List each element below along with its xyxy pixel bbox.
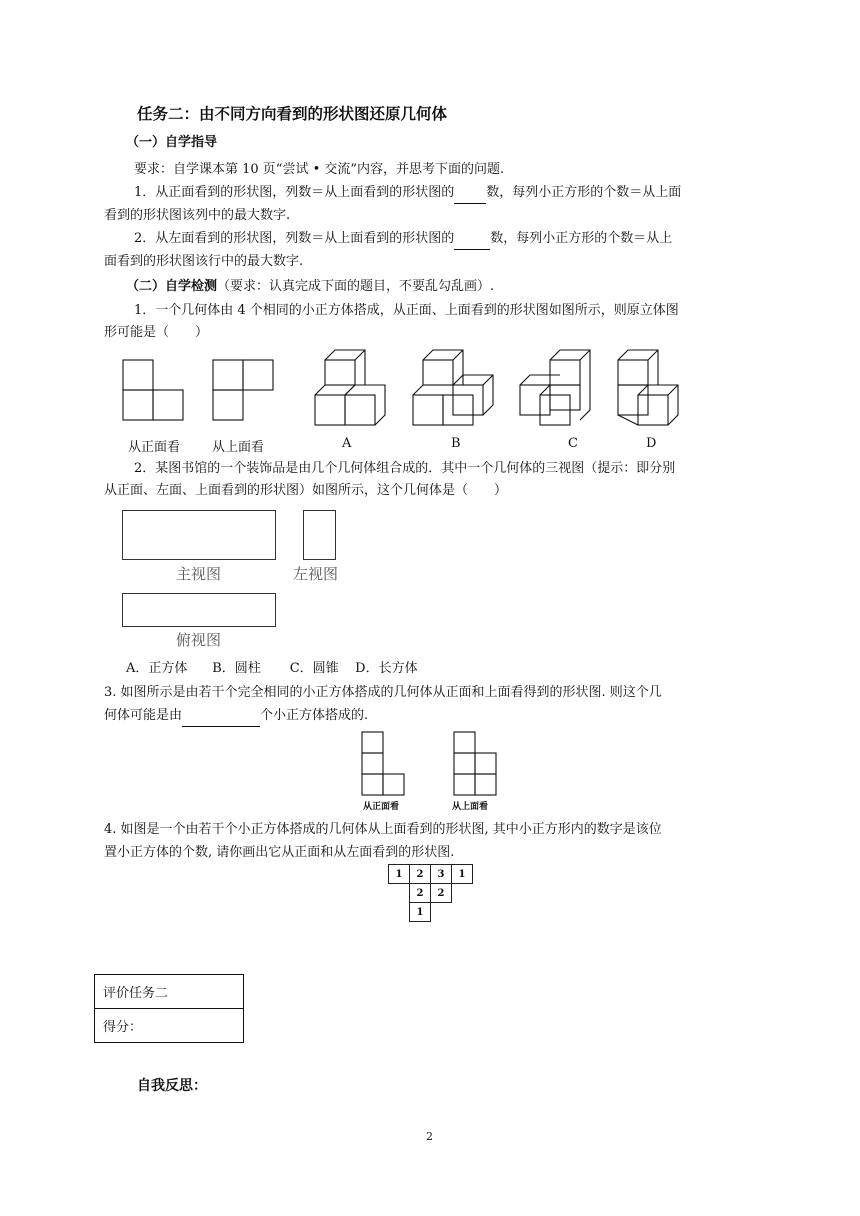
option-c-label[interactable]: C <box>568 436 578 451</box>
grid-cell: 2 <box>410 865 431 884</box>
grid-empty <box>389 903 410 922</box>
top-view-label: 俯视图 <box>176 631 222 649</box>
p3-text-b: 个小正方体搭成的. <box>260 708 369 723</box>
p3-front-view <box>362 732 404 795</box>
q1-text-a: 1．从正面看到的形状图，列数＝从上面看到的形状图的 <box>134 185 455 200</box>
section2-heading: （二）自学检测 <box>126 279 218 294</box>
p3-line1: 3. 如图所示是由若干个完全相同的小正方体搭成的几何体从正面和上面看得到的形状图. 则这个几 <box>104 685 662 700</box>
option-d-label[interactable]: D <box>646 436 657 451</box>
grid-cell: 1 <box>452 865 473 884</box>
p3-figures <box>0 730 860 810</box>
p4-line2: 置小正方体的个数, 请你画出它从正面和从左面看到的形状图. <box>104 845 455 860</box>
q1-line1 <box>134 183 681 204</box>
grid-empty <box>452 903 473 922</box>
q2-answer-blank[interactable] <box>454 229 490 250</box>
p3-top-label: 从上面看 <box>452 802 489 812</box>
q2-text-b: 数，每列小正方形的个数＝从上 <box>490 231 673 246</box>
option-b-label[interactable]: B <box>451 436 461 451</box>
option-a-label[interactable]: A <box>342 436 352 451</box>
p2-option-a[interactable]: A．正方体 <box>126 661 188 676</box>
q2-line1 <box>134 229 672 250</box>
option-d-figure <box>618 350 678 425</box>
grid-cell: 2 <box>410 884 431 903</box>
p3-answer-blank[interactable] <box>182 706 260 727</box>
p3-line2 <box>104 706 368 727</box>
main-view-rect <box>122 510 276 560</box>
evaluation-table <box>94 974 244 1043</box>
grid-empty <box>389 884 410 903</box>
grid-cell: 1 <box>389 865 410 884</box>
section2-heading-line <box>126 277 494 297</box>
left-view-label: 左视图 <box>293 565 339 583</box>
grid-cell: 2 <box>431 884 452 903</box>
section2-note: （要求：认真完成下面的题目，不要乱勾乱画）. <box>217 279 495 294</box>
score-field[interactable]: 得分： <box>95 1009 244 1043</box>
option-a-figure <box>315 350 385 425</box>
q2-text-a: 2．从左面看到的形状图，列数＝从上面看到的形状图的 <box>134 231 455 246</box>
front-view-figure <box>123 360 183 420</box>
p2-line2: 从正面、左面、上面看到的形状图）如图所示，这个几何体是（ ） <box>104 483 508 498</box>
self-reflection-heading: 自我反思： <box>137 1078 207 1094</box>
p1-line2: 形可能是（ ） <box>104 325 209 340</box>
p2-line1: 2．某图书馆的一个装饰品是由几个几何体组合成的．其中一个几何体的三视图（提示：即分别 <box>134 461 676 476</box>
left-view-rect <box>303 510 336 560</box>
page-number: 2 <box>426 1130 433 1143</box>
p2-option-b[interactable]: B．圆柱 <box>212 661 261 676</box>
label-front-view: 从正面看 <box>128 440 181 455</box>
evaluation-title: 评价任务二 <box>95 975 244 1009</box>
grid-empty <box>452 884 473 903</box>
p3-front-label: 从正面看 <box>363 802 400 812</box>
p2-option-c[interactable]: C．圆锥 <box>289 661 339 676</box>
label-top-view: 从上面看 <box>212 440 265 455</box>
grid-cell: 1 <box>410 903 431 922</box>
top-view-rect <box>122 593 276 627</box>
option-c-figure <box>520 350 590 425</box>
q1-text-b: 数，每列小正方形的个数＝从上面 <box>486 185 682 200</box>
task-title: 任务二：由不同方向看到的形状图还原几何体 <box>137 105 448 123</box>
p4-number-grid <box>388 864 473 922</box>
q1-line2: 看到的形状图该列中的最大数字. <box>104 208 291 223</box>
grid-cell: 3 <box>431 865 452 884</box>
p4-line1: 4. 如图是一个由若干个小正方体搭成的几何体从上面看到的形状图, 其中小正方形内的数字是该位 <box>104 822 662 837</box>
p1-figures <box>0 345 860 445</box>
grid-empty <box>431 903 452 922</box>
q2-line2: 面看到的形状图该行中的最大数字. <box>104 254 304 269</box>
top-view-figure <box>213 360 273 420</box>
main-view-label: 主视图 <box>176 565 222 583</box>
option-b-figure <box>413 350 493 425</box>
p2-option-d[interactable]: D．长方体 <box>355 661 418 676</box>
section1-requirement: 要求：自学课本第 10 页“尝试 • 交流”内容，并思考下面的问题. <box>134 162 505 177</box>
q1-answer-blank[interactable] <box>454 183 486 204</box>
p2-options <box>126 659 418 679</box>
p3-top-view <box>454 732 496 795</box>
p3-text-a: 何体可能是由 <box>104 708 183 723</box>
section1-heading: （一）自学指导 <box>126 135 218 150</box>
p1-line1: 1．一个几何体由 4 个相同的小正方体搭成，从正面、上面看到的形状图如图所示，则原立体图 <box>134 303 679 318</box>
